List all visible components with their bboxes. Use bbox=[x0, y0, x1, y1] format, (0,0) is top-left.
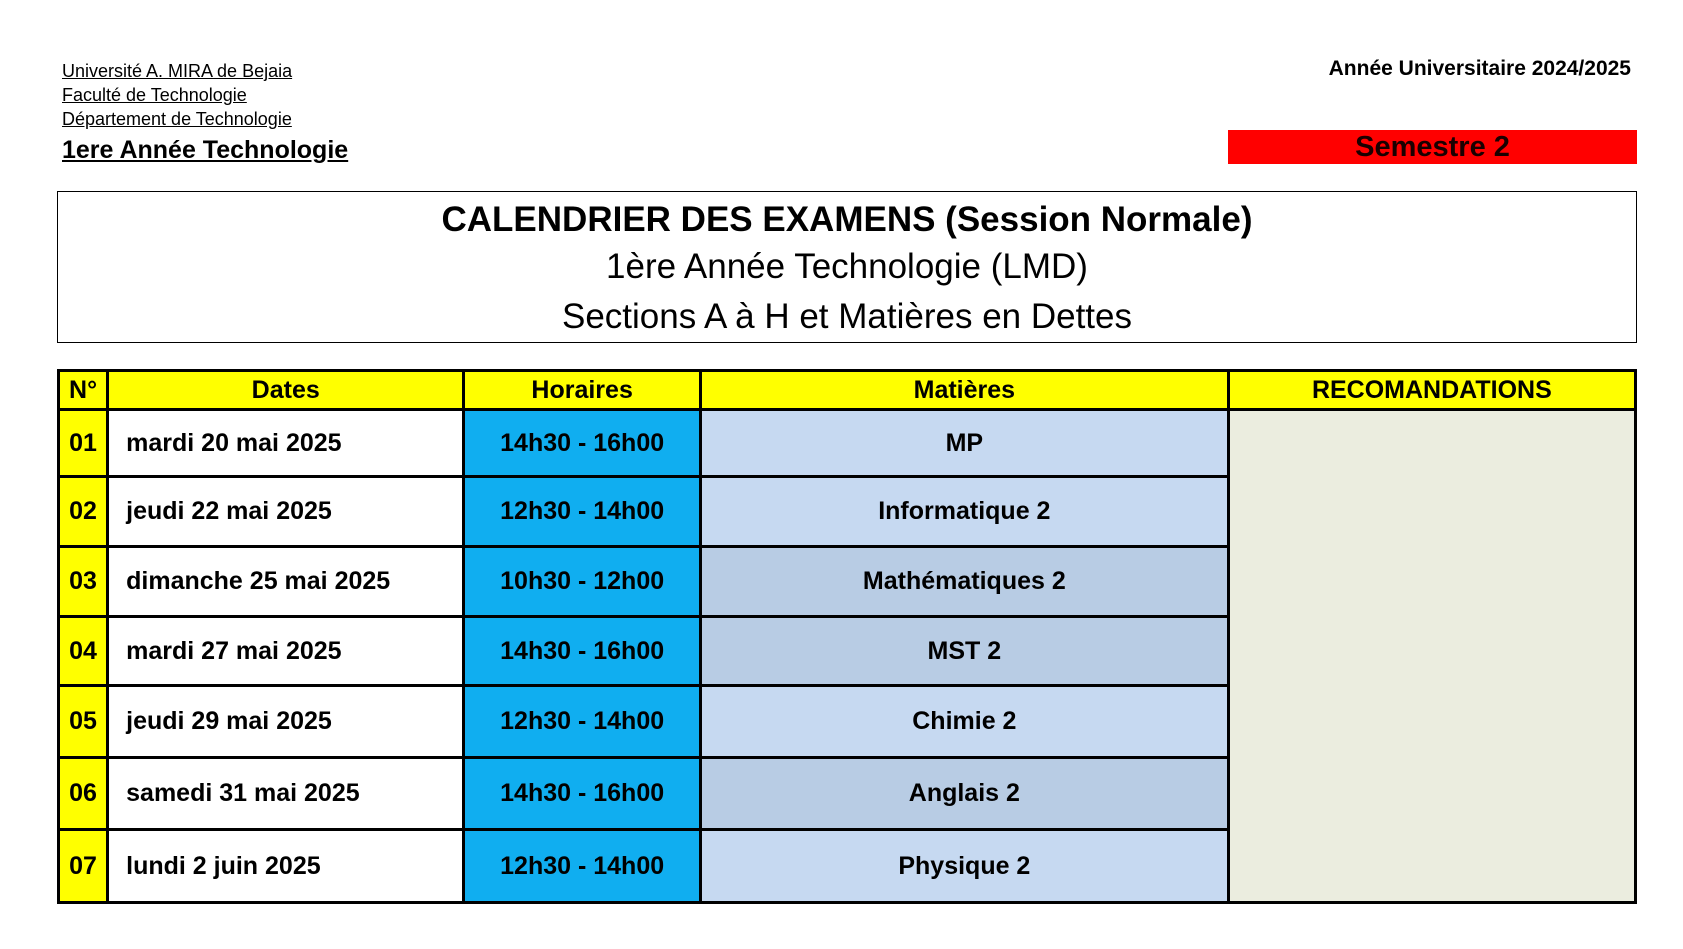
faculty-name: Faculté de Technologie bbox=[62, 85, 247, 105]
exam-time: 12h30 - 14h00 bbox=[464, 686, 701, 758]
document-title: CALENDRIER DES EXAMENS (Session Normale) bbox=[441, 200, 1253, 239]
document-sections: Sections A à H et Matières en Dettes bbox=[561, 297, 1132, 336]
table-row bbox=[59, 410, 1636, 477]
exam-date: mardi 27 mai 2025 bbox=[108, 617, 464, 686]
row-number: 05 bbox=[59, 686, 108, 758]
row-number: 06 bbox=[59, 758, 108, 830]
exam-subject: MST 2 bbox=[701, 617, 1229, 686]
exam-time: 14h30 - 16h00 bbox=[464, 758, 701, 830]
exam-subject: Mathématiques 2 bbox=[701, 547, 1229, 617]
exam-table bbox=[57, 369, 1637, 904]
table-header-row bbox=[59, 371, 1636, 410]
row-number: 07 bbox=[59, 830, 108, 903]
exam-date: jeudi 29 mai 2025 bbox=[108, 686, 464, 758]
exam-time: 12h30 - 14h00 bbox=[464, 477, 701, 547]
department-name: Département de Technologie bbox=[62, 109, 292, 129]
exam-time: 10h30 - 12h00 bbox=[464, 547, 701, 617]
column-header-recommendations: RECOMANDATIONS bbox=[1228, 371, 1635, 410]
row-number: 01 bbox=[59, 410, 108, 477]
semester-badge: Semestre 2 bbox=[1228, 130, 1637, 164]
row-number: 02 bbox=[59, 477, 108, 547]
level-label: 1ere Année Technologie bbox=[62, 136, 349, 164]
row-number: 04 bbox=[59, 617, 108, 686]
institution-block bbox=[62, 59, 348, 165]
exam-date: lundi 2 juin 2025 bbox=[108, 830, 464, 903]
exam-subject: Informatique 2 bbox=[701, 477, 1229, 547]
exam-time: 14h30 - 16h00 bbox=[464, 410, 701, 477]
exam-time: 12h30 - 14h00 bbox=[464, 830, 701, 903]
university-name: Université A. MIRA de Bejaia bbox=[62, 61, 293, 81]
recommendations-cell bbox=[1228, 410, 1635, 903]
exam-subject: Physique 2 bbox=[701, 830, 1229, 903]
document-subtitle: 1ère Année Technologie (LMD) bbox=[606, 247, 1088, 286]
exam-subject: Chimie 2 bbox=[701, 686, 1229, 758]
exam-date: dimanche 25 mai 2025 bbox=[108, 547, 464, 617]
title-box bbox=[57, 191, 1637, 343]
academic-year: Année Universitaire 2024/2025 bbox=[1328, 57, 1631, 80]
exam-date: samedi 31 mai 2025 bbox=[108, 758, 464, 830]
exam-subject: MP bbox=[701, 410, 1229, 477]
exam-date: mardi 20 mai 2025 bbox=[108, 410, 464, 477]
exam-date: jeudi 22 mai 2025 bbox=[108, 477, 464, 547]
row-number: 03 bbox=[59, 547, 108, 617]
column-header-number: N° bbox=[59, 371, 108, 410]
column-header-subjects: Matières bbox=[701, 371, 1229, 410]
column-header-dates: Dates bbox=[108, 371, 464, 410]
column-header-times: Horaires bbox=[464, 371, 701, 410]
exam-subject: Anglais 2 bbox=[701, 758, 1229, 830]
exam-time: 14h30 - 16h00 bbox=[464, 617, 701, 686]
